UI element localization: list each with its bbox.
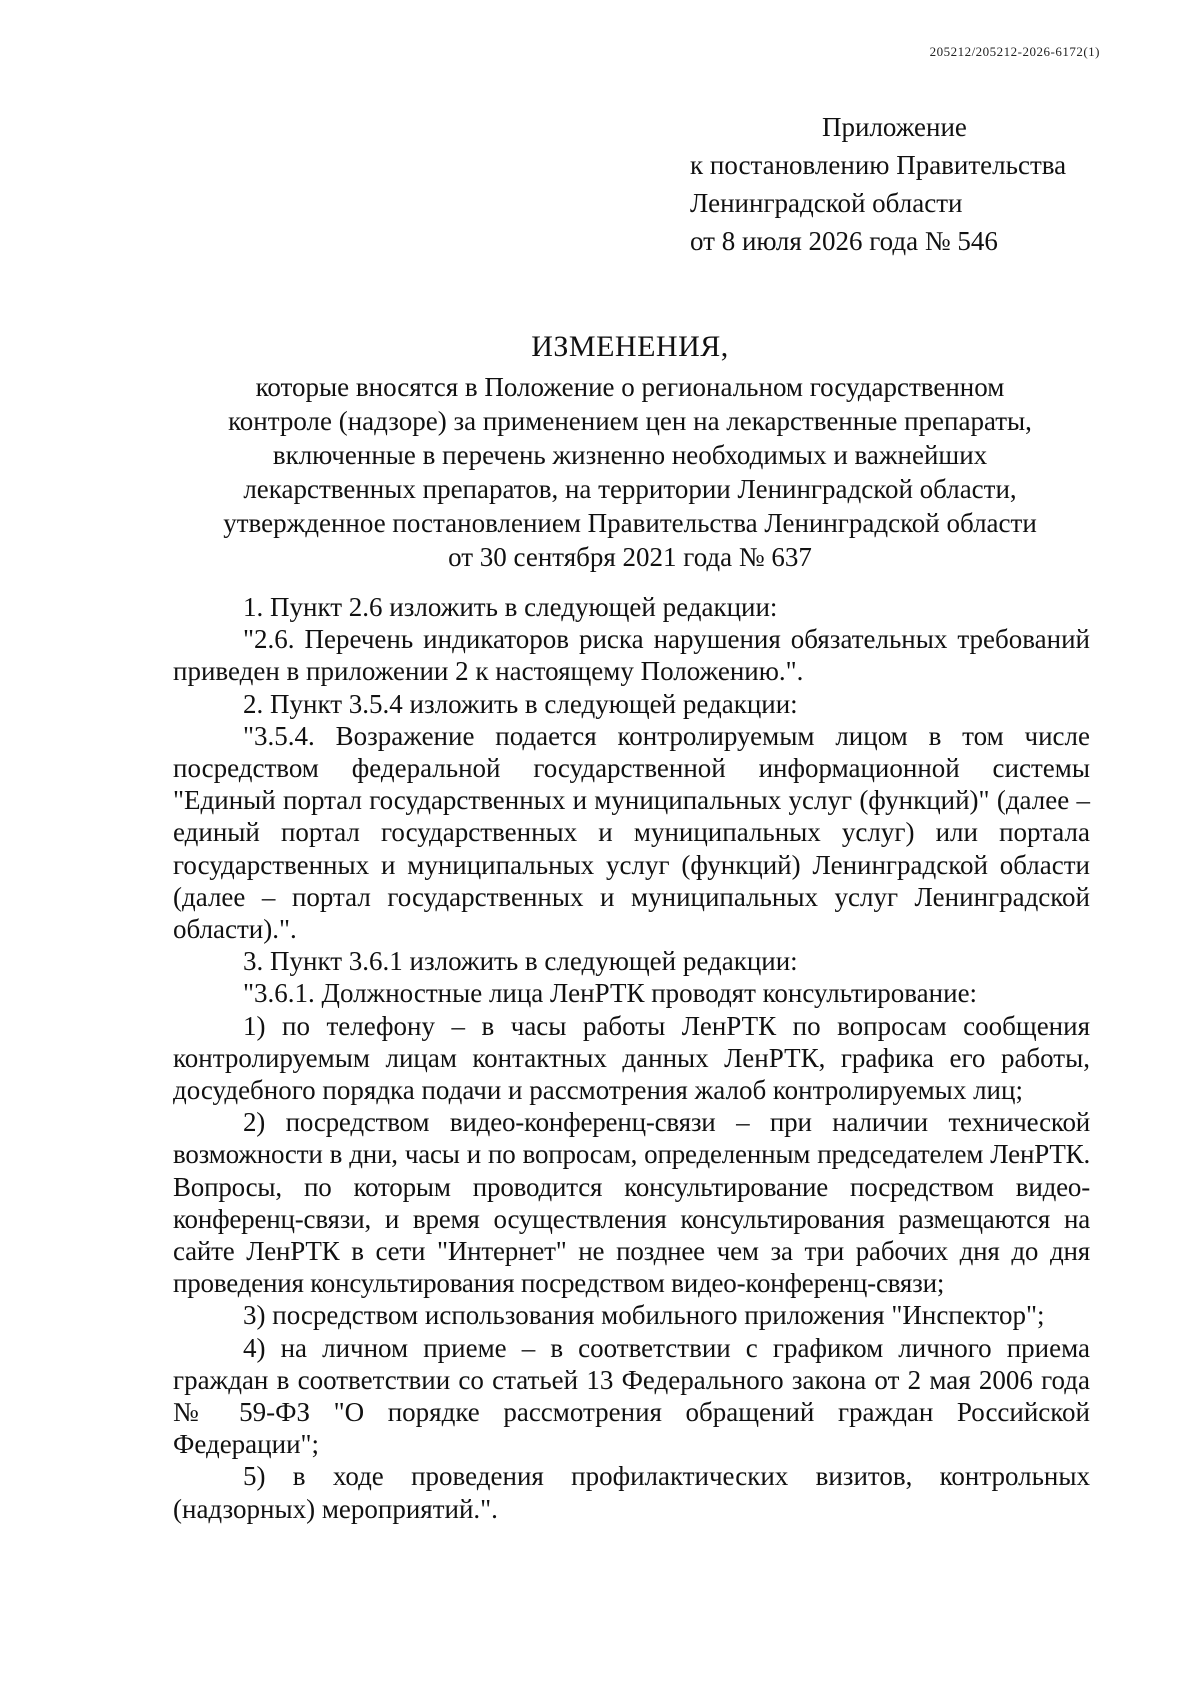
paragraph: 3) посредством использования мобильного приложения "Инспектор";	[243, 1300, 1045, 1331]
subtitle-line: от 30 сентября 2021 года № 637	[448, 542, 812, 572]
appendix-date: от 8 июля 2026 года № 546	[690, 226, 998, 256]
appendix-line: Ленинградской области	[690, 188, 963, 218]
document-id: 205212/205212-2026-6172(1)	[929, 44, 1100, 59]
subtitle-line: лекарственных препаратов, на территории Ленинградской области,	[243, 474, 1017, 504]
document-body	[173, 591, 1090, 1525]
appendix-title: Приложение	[822, 112, 967, 142]
paragraph: 1) по телефону – в часы работы ЛенРТК по вопросам сообщения контролируемым лицам контактных данных ЛенРТК, графика его работы, досудебного порядка подачи и рассмотрения жалоб контролируемых лиц;	[173, 1010, 1090, 1106]
appendix-block	[690, 108, 1066, 260]
paragraph: 5) в ходе проведения профилактических визитов, контрольных (надзорных) мероприятий.".	[173, 1461, 1090, 1524]
subtitle-line: которые вносятся в Положение о региональном государственном	[255, 372, 1005, 402]
paragraph: "2.6. Перечень индикаторов риска нарушения обязательных требований приведен в приложении 2 к настоящему Положению.".	[173, 624, 1090, 687]
paragraph: "3.6.1. Должностные лица ЛенРТК проводят консультирование:	[243, 978, 978, 1009]
paragraph: 3. Пункт 3.6.1 изложить в следующей редакции:	[243, 946, 798, 977]
paragraph: 4) на личном приеме – в соответствии с графиком личного приема граждан в соответствии со статьей 13 Федерального закона от 2 мая 2006 года № 59-ФЗ "О порядке рассмотрения обращений граждан Российской Федерации";	[173, 1332, 1090, 1460]
paragraph: "3.5.4. Возражение подается контролируемым лицом в том числе посредством федеральной государственной информационной системы "Единый портал государственных и муниципальных услуг (функций)" (далее – единый портал государственных и муниципальных услуг) или портала государственных и муниципальных услуг (функций) Ленинградской области (далее – портал государственных и муниципальных услуг Ленинградской области).".	[173, 720, 1090, 945]
subtitle-line: контроле (надзоре) за применением цен на лекарственные препараты,	[228, 406, 1032, 436]
paragraph: 2. Пункт 3.5.4 изложить в следующей редакции:	[243, 688, 798, 719]
paragraph: 2) посредством видео-конференц-связи – при наличии технической возможности в дни, часы и по вопросам, определенным председателем ЛенРТК. Вопросы, по которым проводится консультирование посредством видео-конференц-связи, и время осуществления консультирования размещаются на сайте ЛенРТК в сети "Интернет" не позднее чем за три рабочих дня до дня проведения консультирования посредством видео-конференц-связи;	[173, 1107, 1090, 1299]
subtitle-line: включенные в перечень жизненно необходимых и важнейших	[272, 440, 988, 470]
appendix-line: к постановлению Правительства	[690, 150, 1067, 180]
title-block	[170, 330, 1090, 574]
paragraph: 1. Пункт 2.6 изложить в следующей редакции:	[243, 592, 778, 622]
subtitle-line: утвержденное постановлением Правительства Ленинградской области	[223, 508, 1037, 538]
document-title: ИЗМЕНЕНИЯ,	[531, 330, 729, 363]
